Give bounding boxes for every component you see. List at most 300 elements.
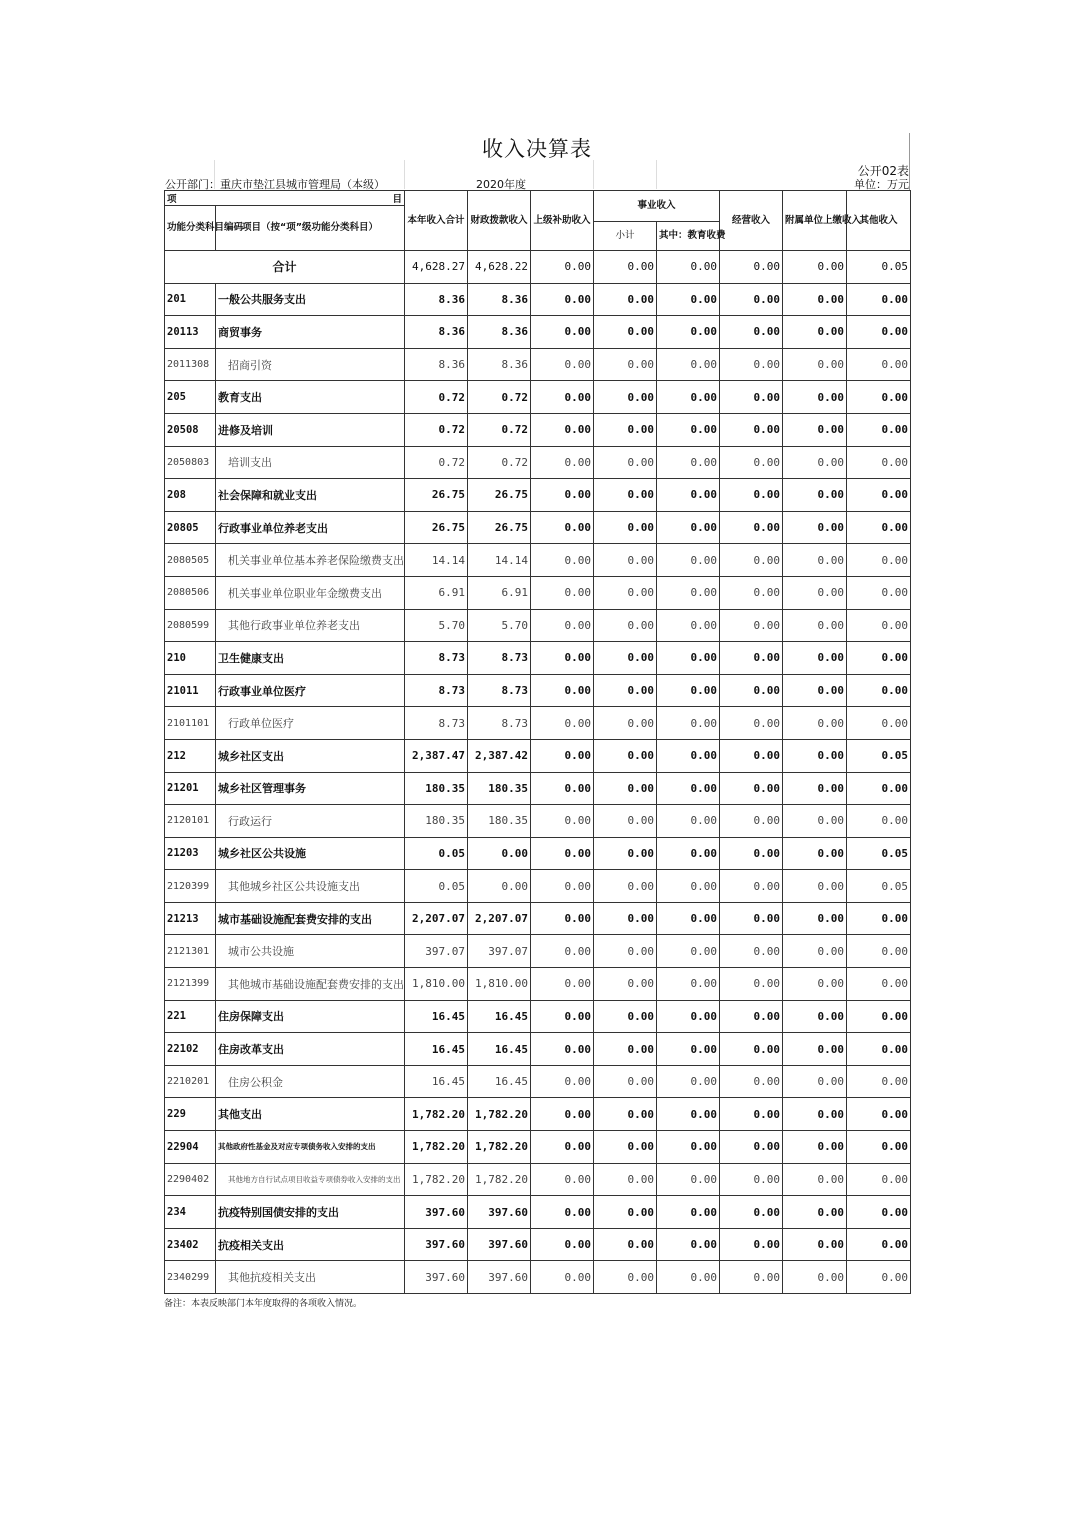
table-row	[165, 739, 911, 772]
row-value: 0.00	[783, 283, 847, 316]
row-value: 0.00	[783, 870, 847, 903]
year-label: 2020年度	[476, 178, 526, 191]
row-value: 0.00	[847, 968, 911, 1001]
row-value: 397.60	[405, 1196, 468, 1229]
row-value: 0.00	[783, 707, 847, 740]
row-value: 26.75	[468, 479, 531, 512]
row-value: 1,782.20	[468, 1098, 531, 1131]
row-value: 0.00	[783, 446, 847, 479]
row-value: 0.00	[783, 674, 847, 707]
row-value: 0.00	[657, 739, 720, 772]
table-row	[165, 446, 911, 479]
row-name: 其他抗疫相关支出	[216, 1261, 405, 1294]
row-value: 26.75	[405, 511, 468, 544]
row-value: 16.45	[405, 1065, 468, 1098]
header-xiang: 项	[165, 191, 216, 206]
row-value: 0.00	[720, 1261, 783, 1294]
row-value: 0.00	[847, 674, 911, 707]
row-value: 0.00	[783, 1131, 847, 1164]
row-value: 0.00	[531, 642, 594, 675]
header-total-income: 本年收入合计	[405, 191, 468, 251]
row-value: 1,810.00	[468, 968, 531, 1001]
row-value: 0.00	[531, 707, 594, 740]
row-value: 0.00	[783, 576, 847, 609]
row-value: 26.75	[468, 511, 531, 544]
row-code: 229	[165, 1098, 216, 1131]
table-row	[165, 511, 911, 544]
total-cell: 0.00	[594, 251, 657, 284]
row-code: 20805	[165, 511, 216, 544]
row-value: 0.00	[594, 1000, 657, 1033]
row-value: 0.00	[783, 935, 847, 968]
row-value: 0.00	[657, 576, 720, 609]
row-value: 0.00	[531, 837, 594, 870]
row-value: 8.36	[468, 283, 531, 316]
row-value: 0.00	[531, 576, 594, 609]
row-value: 14.14	[405, 544, 468, 577]
row-value: 0.05	[405, 837, 468, 870]
header-business-income: 事业收入	[594, 191, 720, 222]
row-value: 0.00	[720, 446, 783, 479]
row-value: 0.00	[783, 544, 847, 577]
header-operating: 经营收入	[720, 191, 783, 251]
row-name: 城乡社区公共设施	[216, 837, 405, 870]
row-value: 1,782.20	[405, 1098, 468, 1131]
total-cell: 4,628.27	[405, 251, 468, 284]
header-subtotal: 小计	[594, 222, 657, 251]
row-name: 其他行政事业单位养老支出	[216, 609, 405, 642]
row-value: 0.00	[594, 1163, 657, 1196]
row-value: 0.00	[783, 772, 847, 805]
table-body	[165, 251, 911, 1294]
row-value: 0.00	[531, 1033, 594, 1066]
row-code: 21213	[165, 902, 216, 935]
row-value: 397.60	[468, 1261, 531, 1294]
row-value: 0.00	[657, 1131, 720, 1164]
row-value: 0.72	[405, 446, 468, 479]
row-name: 抗疫特别国债安排的支出	[216, 1196, 405, 1229]
row-value: 0.00	[720, 316, 783, 349]
header-mu: 目	[216, 191, 405, 206]
row-name: 一般公共服务支出	[216, 283, 405, 316]
row-name: 城市公共设施	[216, 935, 405, 968]
row-value: 0.00	[657, 316, 720, 349]
row-code: 2080505	[165, 544, 216, 577]
row-value: 0.00	[847, 1196, 911, 1229]
row-name: 机关事业单位基本养老保险缴费支出	[216, 544, 405, 577]
row-value: 8.73	[405, 707, 468, 740]
row-value: 0.00	[847, 609, 911, 642]
row-value: 0.00	[720, 413, 783, 446]
income-table	[164, 190, 911, 1294]
row-name: 其他政府性基金及对应专项债务收入安排的支出	[216, 1131, 405, 1164]
row-code: 21203	[165, 837, 216, 870]
row-value: 1,810.00	[405, 968, 468, 1001]
row-value: 16.45	[405, 1000, 468, 1033]
row-value: 397.60	[468, 1228, 531, 1261]
row-value: 0.00	[594, 1196, 657, 1229]
table-row	[165, 348, 911, 381]
row-value: 0.00	[657, 381, 720, 414]
row-value: 0.00	[594, 837, 657, 870]
row-value: 0.00	[720, 576, 783, 609]
table-note: 备注：本表反映部门本年度取得的各项收入情况。	[164, 1299, 363, 1309]
row-name: 其他城乡社区公共设施支出	[216, 870, 405, 903]
row-value: 8.36	[468, 316, 531, 349]
row-name: 住房保障支出	[216, 1000, 405, 1033]
row-value: 0.00	[847, 1163, 911, 1196]
row-value: 0.00	[657, 1261, 720, 1294]
row-value: 0.00	[594, 348, 657, 381]
row-code: 221	[165, 1000, 216, 1033]
row-value: 0.00	[531, 348, 594, 381]
row-value: 8.73	[468, 642, 531, 675]
row-value: 0.00	[531, 935, 594, 968]
table-row	[165, 316, 911, 349]
row-value: 0.00	[657, 1000, 720, 1033]
row-code: 208	[165, 479, 216, 512]
row-value: 0.00	[531, 283, 594, 316]
row-value: 0.00	[720, 968, 783, 1001]
row-value: 0.00	[594, 707, 657, 740]
table-row	[165, 1065, 911, 1098]
row-value: 0.00	[531, 446, 594, 479]
row-value: 0.00	[594, 283, 657, 316]
row-value: 0.00	[720, 1228, 783, 1261]
row-value: 0.00	[594, 1228, 657, 1261]
row-value: 0.00	[847, 479, 911, 512]
total-cell: 4,628.22	[468, 251, 531, 284]
row-value: 0.00	[657, 642, 720, 675]
row-name: 招商引资	[216, 348, 405, 381]
row-value: 8.36	[468, 348, 531, 381]
total-cell: 0.00	[783, 251, 847, 284]
row-value: 0.00	[783, 1163, 847, 1196]
row-value: 14.14	[468, 544, 531, 577]
row-value: 0.00	[847, 576, 911, 609]
row-value: 0.00	[594, 576, 657, 609]
table-row	[165, 870, 911, 903]
row-value: 0.00	[468, 870, 531, 903]
table-row	[165, 1098, 911, 1131]
row-value: 0.00	[720, 381, 783, 414]
row-value: 0.00	[657, 674, 720, 707]
row-value: 0.00	[847, 348, 911, 381]
table-row	[165, 805, 911, 838]
row-name: 城乡社区支出	[216, 739, 405, 772]
row-value: 0.00	[594, 902, 657, 935]
row-value: 0.00	[720, 609, 783, 642]
row-value: 0.00	[847, 1131, 911, 1164]
row-value: 0.72	[468, 381, 531, 414]
header-code: 功能分类科目编码	[165, 206, 216, 251]
header-affiliated: 附属单位上缴收入	[783, 191, 847, 251]
row-code: 234	[165, 1196, 216, 1229]
row-value: 0.00	[531, 772, 594, 805]
row-value: 0.00	[531, 1163, 594, 1196]
row-value: 0.00	[720, 1000, 783, 1033]
row-value: 0.00	[531, 1261, 594, 1294]
row-value: 0.00	[720, 935, 783, 968]
row-value: 0.00	[657, 413, 720, 446]
row-code: 2080599	[165, 609, 216, 642]
total-cell: 0.05	[847, 251, 911, 284]
row-value: 6.91	[405, 576, 468, 609]
row-code: 20508	[165, 413, 216, 446]
row-value: 0.00	[783, 739, 847, 772]
row-value: 0.00	[847, 446, 911, 479]
row-value: 0.00	[847, 805, 911, 838]
row-value: 0.00	[720, 805, 783, 838]
row-name: 其他地方自行试点项目收益专项债券收入安排的支出	[216, 1163, 405, 1196]
row-value: 0.00	[847, 1065, 911, 1098]
row-value: 0.00	[531, 1098, 594, 1131]
row-value: 0.00	[847, 413, 911, 446]
row-code: 212	[165, 739, 216, 772]
row-value: 5.70	[468, 609, 531, 642]
table-row	[165, 642, 911, 675]
table-row	[165, 1033, 911, 1066]
row-value: 0.00	[657, 772, 720, 805]
row-value: 0.72	[405, 381, 468, 414]
row-code: 2121301	[165, 935, 216, 968]
row-value: 0.00	[594, 511, 657, 544]
row-code: 21201	[165, 772, 216, 805]
row-value: 0.00	[783, 1000, 847, 1033]
unit-label: 单位：万元	[854, 178, 909, 191]
row-value: 0.00	[720, 348, 783, 381]
row-value: 397.60	[468, 1196, 531, 1229]
row-value: 0.00	[594, 413, 657, 446]
row-value: 0.00	[783, 479, 847, 512]
row-value: 16.45	[405, 1033, 468, 1066]
row-code: 20113	[165, 316, 216, 349]
page-title: 收入决算表	[482, 137, 592, 161]
row-value: 0.05	[847, 739, 911, 772]
row-name: 进修及培训	[216, 413, 405, 446]
row-value: 8.36	[405, 348, 468, 381]
row-value: 0.00	[594, 316, 657, 349]
total-cell: 0.00	[657, 251, 720, 284]
row-name: 城市基础设施配套费安排的支出	[216, 902, 405, 935]
total-row	[165, 251, 911, 284]
row-value: 5.70	[405, 609, 468, 642]
row-value: 0.00	[720, 1065, 783, 1098]
row-value: 180.35	[468, 805, 531, 838]
row-value: 0.00	[531, 1131, 594, 1164]
row-code: 205	[165, 381, 216, 414]
row-value: 0.00	[657, 870, 720, 903]
row-value: 2,387.42	[468, 739, 531, 772]
row-name: 卫生健康支出	[216, 642, 405, 675]
row-value: 0.00	[594, 1098, 657, 1131]
row-value: 0.00	[847, 772, 911, 805]
row-value: 0.00	[657, 837, 720, 870]
row-value: 0.00	[783, 902, 847, 935]
header-fiscal: 财政拨款收入	[468, 191, 531, 251]
row-value: 0.72	[405, 413, 468, 446]
row-value: 180.35	[405, 805, 468, 838]
table-row	[165, 772, 911, 805]
row-value: 0.00	[783, 1033, 847, 1066]
row-value: 0.00	[783, 805, 847, 838]
table-row	[165, 479, 911, 512]
row-value: 0.00	[657, 805, 720, 838]
row-name: 行政事业单位养老支出	[216, 511, 405, 544]
row-value: 0.00	[783, 1065, 847, 1098]
row-value: 0.00	[720, 1033, 783, 1066]
row-value: 0.00	[847, 707, 911, 740]
row-value: 0.00	[847, 1000, 911, 1033]
row-value: 0.00	[594, 805, 657, 838]
row-value: 2,207.07	[405, 902, 468, 935]
row-value: 0.00	[720, 544, 783, 577]
row-value: 397.07	[405, 935, 468, 968]
row-value: 0.00	[531, 805, 594, 838]
row-value: 26.75	[405, 479, 468, 512]
table-row	[165, 1261, 911, 1294]
row-code: 22904	[165, 1131, 216, 1164]
row-value: 0.00	[657, 511, 720, 544]
row-value: 0.00	[594, 609, 657, 642]
row-value: 180.35	[468, 772, 531, 805]
row-name: 培训支出	[216, 446, 405, 479]
row-value: 0.00	[783, 1261, 847, 1294]
row-value: 0.00	[594, 642, 657, 675]
table-row	[165, 837, 911, 870]
row-value: 0.00	[720, 642, 783, 675]
row-value: 0.05	[847, 837, 911, 870]
row-value: 0.00	[531, 1000, 594, 1033]
row-value: 0.00	[847, 381, 911, 414]
row-value: 0.00	[720, 674, 783, 707]
row-value: 16.45	[468, 1065, 531, 1098]
row-value: 0.00	[847, 316, 911, 349]
row-value: 0.00	[594, 381, 657, 414]
row-value: 397.60	[405, 1228, 468, 1261]
row-value: 8.73	[468, 674, 531, 707]
row-value: 8.36	[405, 316, 468, 349]
row-value: 0.72	[468, 446, 531, 479]
table-row	[165, 381, 911, 414]
row-value: 0.00	[657, 935, 720, 968]
table-row	[165, 935, 911, 968]
row-value: 0.00	[594, 674, 657, 707]
row-code: 2050803	[165, 446, 216, 479]
table-row	[165, 968, 911, 1001]
row-value: 0.00	[720, 902, 783, 935]
row-code: 210	[165, 642, 216, 675]
row-name: 住房改革支出	[216, 1033, 405, 1066]
row-value: 0.00	[783, 381, 847, 414]
row-code: 2120399	[165, 870, 216, 903]
row-value: 0.00	[657, 1098, 720, 1131]
row-value: 0.00	[847, 283, 911, 316]
row-value: 0.00	[720, 739, 783, 772]
row-value: 0.00	[531, 1196, 594, 1229]
row-value: 6.91	[468, 576, 531, 609]
row-name: 行政单位医疗	[216, 707, 405, 740]
table-row	[165, 707, 911, 740]
row-name: 住房公积金	[216, 1065, 405, 1098]
table-row	[165, 1228, 911, 1261]
row-value: 0.00	[657, 609, 720, 642]
row-value: 0.00	[657, 902, 720, 935]
row-name: 教育支出	[216, 381, 405, 414]
row-value: 0.00	[783, 1228, 847, 1261]
row-value: 0.00	[594, 739, 657, 772]
table-row	[165, 413, 911, 446]
row-value: 0.00	[594, 870, 657, 903]
table-row	[165, 902, 911, 935]
row-value: 0.00	[783, 968, 847, 1001]
row-code: 2011308	[165, 348, 216, 381]
row-value: 0.00	[720, 1131, 783, 1164]
row-value: 0.00	[657, 1065, 720, 1098]
department-label: 公开部门：重庆市垫江县城市管理局（本级）	[165, 178, 385, 191]
table-row	[165, 1000, 911, 1033]
table-row	[165, 544, 911, 577]
row-value: 0.00	[720, 1196, 783, 1229]
header-row-top	[165, 191, 911, 206]
total-label: 合计	[165, 251, 405, 284]
row-value: 2,207.07	[468, 902, 531, 935]
row-value: 2,387.47	[405, 739, 468, 772]
header-edu-fee: 其中：教育收费	[657, 222, 720, 251]
header-other: 其他收入	[847, 191, 911, 251]
row-value: 0.00	[531, 674, 594, 707]
row-code: 2290402	[165, 1163, 216, 1196]
row-value: 0.00	[531, 1065, 594, 1098]
row-name: 机关事业单位职业年金缴费支出	[216, 576, 405, 609]
row-code: 2210201	[165, 1065, 216, 1098]
row-value: 0.00	[531, 479, 594, 512]
row-value: 0.00	[657, 1228, 720, 1261]
row-value: 0.00	[531, 511, 594, 544]
row-value: 0.00	[594, 1065, 657, 1098]
row-value: 180.35	[405, 772, 468, 805]
row-value: 0.00	[594, 968, 657, 1001]
row-value: 0.00	[657, 1163, 720, 1196]
row-value: 0.00	[783, 348, 847, 381]
row-value: 0.00	[657, 479, 720, 512]
header-upper-subsidy: 上级补助收入	[531, 191, 594, 251]
row-value: 0.00	[783, 1196, 847, 1229]
row-value: 8.36	[405, 283, 468, 316]
row-value: 0.00	[657, 544, 720, 577]
row-value: 0.00	[783, 511, 847, 544]
table-row	[165, 283, 911, 316]
row-name: 社会保障和就业支出	[216, 479, 405, 512]
row-value: 0.00	[720, 707, 783, 740]
row-value: 16.45	[468, 1000, 531, 1033]
row-name: 行政事业单位医疗	[216, 674, 405, 707]
row-code: 2121399	[165, 968, 216, 1001]
row-value: 0.00	[594, 544, 657, 577]
row-value: 0.00	[720, 1163, 783, 1196]
row-value: 0.00	[720, 837, 783, 870]
row-code: 2120101	[165, 805, 216, 838]
row-value: 0.00	[657, 968, 720, 1001]
row-value: 397.07	[468, 935, 531, 968]
row-value: 0.00	[847, 1033, 911, 1066]
row-value: 0.00	[657, 348, 720, 381]
row-value: 0.00	[594, 1261, 657, 1294]
row-value: 8.73	[468, 707, 531, 740]
row-name: 城乡社区管理事务	[216, 772, 405, 805]
row-value: 0.00	[847, 935, 911, 968]
form-number: 公开02表	[857, 164, 909, 178]
